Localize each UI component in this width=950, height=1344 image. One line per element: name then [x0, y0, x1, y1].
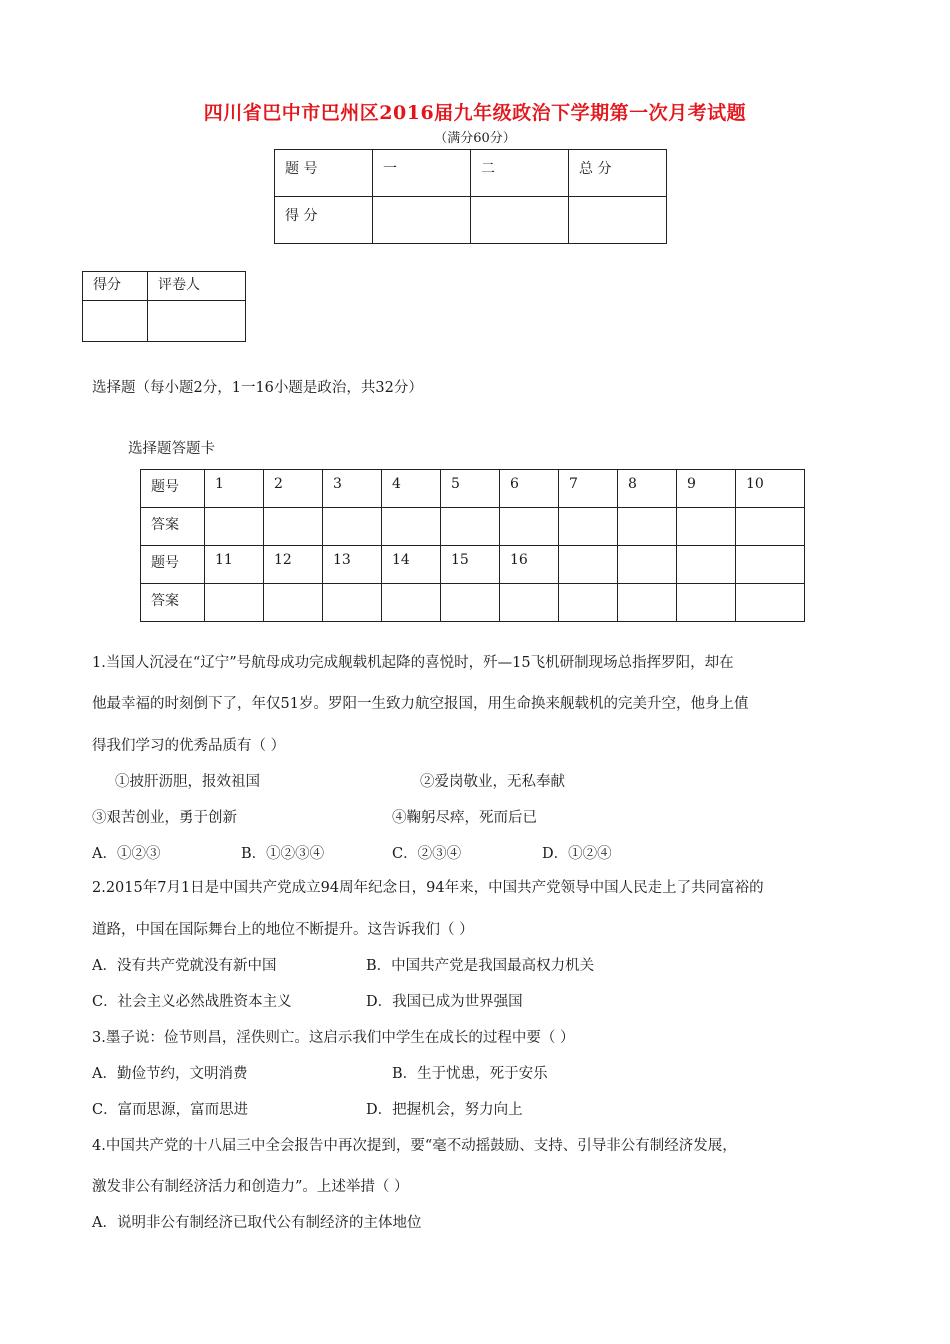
- table-row: [275, 197, 667, 244]
- question-2-text: 2.2015年7月1日是中国共产党成立94周年纪念日，94年来，中国共产党领导中国人民走上了共同富裕的: [92, 880, 764, 896]
- answer-cell: [736, 584, 805, 622]
- question-1-option-b: B．①②③④: [241, 846, 325, 862]
- question-number-cell: 1: [205, 470, 264, 508]
- question-number-cell: 2: [264, 470, 323, 508]
- answer-cell: [382, 508, 441, 546]
- section-heading: 选择题（每小题2分，1一16小题是政治，共32分）: [92, 380, 423, 396]
- question-number-cell: 5: [441, 470, 500, 508]
- answer-cell: [264, 584, 323, 622]
- question-number-cell: 10: [736, 470, 805, 508]
- question-number-cell: [618, 546, 677, 584]
- score-cell: [471, 197, 569, 244]
- question-1-statement: ③艰苦创业，勇于创新: [92, 810, 237, 826]
- answer-cell: [205, 584, 264, 622]
- grader-score-header: 得分: [83, 272, 148, 301]
- answer-cell: [618, 584, 677, 622]
- question-number-cell: [736, 546, 805, 584]
- question-1-statement: ②爱岗敬业，无私奉献: [420, 774, 565, 790]
- grader-name-header: 评卷人: [148, 272, 246, 301]
- table-row: [141, 546, 805, 584]
- question-3-option-a: A．勤俭节约，文明消费: [92, 1066, 248, 1082]
- question-4-text: 4.中国共产党的十八届三中全会报告中再次提到，要“毫不动摇鼓励、支持、引导非公有制经济发展，: [92, 1138, 737, 1154]
- question-1-statement: ①披肝沥胆，报效祖国: [115, 774, 260, 790]
- answer-cell: [500, 508, 559, 546]
- question-number-cell: 4: [382, 470, 441, 508]
- question-number-cell: [559, 546, 618, 584]
- table-row: [275, 150, 667, 197]
- question-number-cell: 13: [323, 546, 382, 584]
- question-number-cell: 8: [618, 470, 677, 508]
- question-number-cell: [677, 546, 736, 584]
- question-2-option-b: B．中国共产党是我国最高权力机关: [366, 958, 595, 974]
- question-2-option-c: C．社会主义必然战胜资本主义: [92, 994, 292, 1010]
- question-1-text: 他最幸福的时刻倒下了，年仅51岁。罗阳一生致力航空报国，用生命换来舰载机的完美升空，他身上值: [92, 696, 749, 712]
- answer-cell: [736, 508, 805, 546]
- question-number-cell: 9: [677, 470, 736, 508]
- question-number-cell: 15: [441, 546, 500, 584]
- grader-score-cell: [83, 301, 148, 342]
- table-row: [141, 584, 805, 622]
- score-cell: [569, 197, 667, 244]
- answer-cell: [382, 584, 441, 622]
- table-row: [83, 272, 246, 301]
- answer-cell: [205, 508, 264, 546]
- question-2-text: 道路，中国在国际舞台上的地位不断提升。这告诉我们（ ）: [92, 922, 474, 938]
- answer-cell: [559, 508, 618, 546]
- question-number-cell: 3: [323, 470, 382, 508]
- question-number-cell: 7: [559, 470, 618, 508]
- score-header-cell: 二: [471, 150, 569, 197]
- score-header-cell: 总 分: [569, 150, 667, 197]
- answer-cell: [323, 508, 382, 546]
- grader-name-cell: [148, 301, 246, 342]
- answer-cell: [441, 508, 500, 546]
- question-1-text: 得我们学习的优秀品质有（ ）: [92, 738, 286, 754]
- table-row: [141, 508, 805, 546]
- question-3-text: 3.墨子说：俭节则昌，淫佚则亡。这启示我们中学生在成长的过程中要（ ）: [92, 1030, 575, 1046]
- score-cell: [373, 197, 471, 244]
- question-3-option-d: D．把握机会，努力向上: [366, 1102, 523, 1118]
- question-1-option-c: C．②③④: [392, 846, 462, 862]
- answer-cell: [559, 584, 618, 622]
- answer-cell: [500, 584, 559, 622]
- question-number-label: 题号: [141, 546, 205, 584]
- score-table: [274, 149, 667, 244]
- answer-label: 答案: [141, 508, 205, 546]
- full-score-note: （满分60分）: [434, 131, 516, 146]
- question-4-option-a: A．说明非公有制经济已取代公有制经济的主体地位: [92, 1215, 422, 1231]
- page-title: 四川省巴中市巴州区2016届九年级政治下学期第一次月考试题: [203, 102, 747, 124]
- score-label-cell: 得 分: [275, 197, 373, 244]
- question-number-cell: 6: [500, 470, 559, 508]
- question-number-cell: 16: [500, 546, 559, 584]
- answer-card-table: [140, 469, 805, 622]
- question-2-option-d: D．我国已成为世界强国: [366, 994, 523, 1010]
- table-row: [141, 470, 805, 508]
- question-1-option-a: A．①②③: [92, 846, 161, 862]
- score-header-cell: 一: [373, 150, 471, 197]
- question-3-option-b: B．生于忧患，死于安乐: [392, 1066, 548, 1082]
- answer-cell: [677, 508, 736, 546]
- question-1-text: 1.当国人沉浸在“辽宁”号航母成功完成舰载机起降的喜悦时，歼—15飞机研制现场总指挥罗阳，却在: [92, 655, 734, 671]
- question-1-option-d: D．①②④: [542, 846, 612, 862]
- question-2-option-a: A．没有共产党就没有新中国: [92, 958, 277, 974]
- answer-cell: [323, 584, 382, 622]
- answer-cell: [618, 508, 677, 546]
- grader-table: [82, 271, 246, 342]
- question-number-cell: 12: [264, 546, 323, 584]
- question-number-label: 题号: [141, 470, 205, 508]
- answer-card-caption: 选择题答题卡: [128, 441, 215, 457]
- answer-cell: [264, 508, 323, 546]
- question-1-statement: ④鞠躬尽瘁，死而后已: [392, 810, 537, 826]
- table-row: [83, 301, 246, 342]
- question-4-text: 激发非公有制经济活力和创造力”。上述举措（ ）: [92, 1179, 409, 1195]
- question-number-cell: 11: [205, 546, 264, 584]
- answer-cell: [677, 584, 736, 622]
- answer-label: 答案: [141, 584, 205, 622]
- question-3-option-c: C．富而思源，富而思进: [92, 1102, 249, 1118]
- question-number-cell: 14: [382, 546, 441, 584]
- score-header-cell: 题 号: [275, 150, 373, 197]
- answer-cell: [441, 584, 500, 622]
